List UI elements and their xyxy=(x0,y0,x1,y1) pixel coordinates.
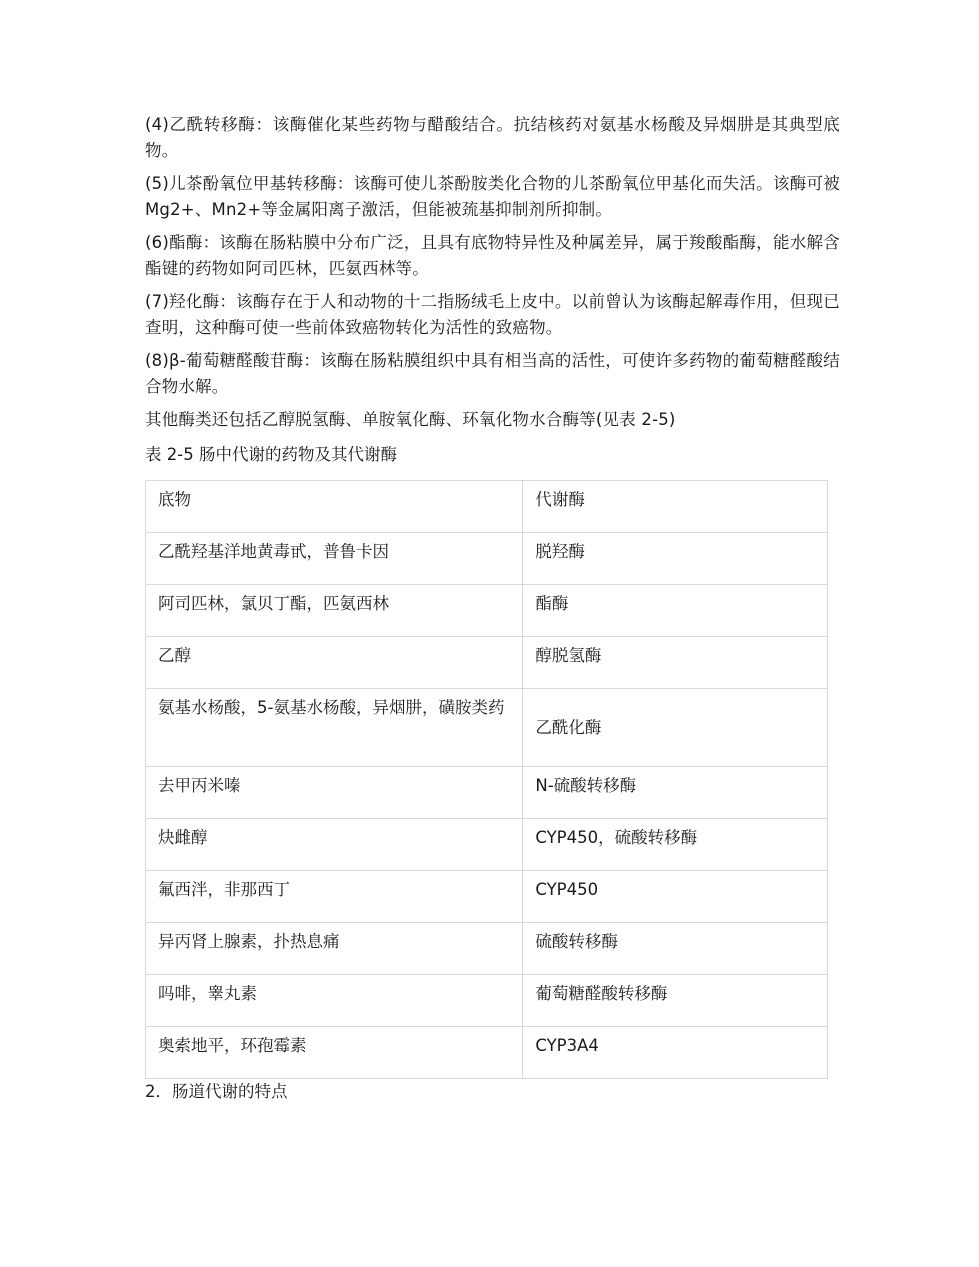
enzyme-cell: CYP450，硫酸转移酶 xyxy=(523,819,828,871)
substrate-cell: 炔雌醇 xyxy=(146,819,523,871)
drug-enzyme-table xyxy=(145,480,828,1079)
substrate-cell: 奥索地平，环孢霉素 xyxy=(146,1027,523,1079)
header-substrate: 底物 xyxy=(146,481,523,533)
header-enzyme: 代谢酶 xyxy=(523,481,828,533)
enzyme-cell: 硫酸转移酶 xyxy=(523,923,828,975)
enzyme-cell: 醇脱氢酶 xyxy=(523,637,828,689)
table-row xyxy=(146,871,828,923)
table-row xyxy=(146,1027,828,1079)
substrate-cell: 阿司匹林，氯贝丁酯，匹氨西林 xyxy=(146,585,523,637)
table-row xyxy=(146,689,828,767)
substrate-cell: 去甲丙米嗪 xyxy=(146,767,523,819)
paragraph-hydroxylase: (7)羟化酶：该酶存在于人和动物的十二指肠绒毛上皮中。以前曾认为该酶起解毒作用，但现已查明，这种酶可使一些前体致癌物转化为活性的致癌物。 xyxy=(145,292,840,337)
page-content xyxy=(145,112,840,1105)
substrate-cell: 氨基水杨酸，5-氨基水杨酸，异烟肼，磺胺类药 xyxy=(146,689,523,767)
paragraph-glucuronidase: (8)β-葡萄糖醛酸苷酶：该酶在肠粘膜组织中具有相当高的活性，可使许多药物的葡萄糖醛酸结合物水解。 xyxy=(145,351,840,396)
paragraph-comt: (5)儿茶酚氧位甲基转移酶：该酶可使儿茶酚胺类化合物的儿茶酚氧位甲基化而失活。该酶可被 Mg2+、Mn2+等金属阳离子激活，但能被巯基抑制剂所抑制。 xyxy=(145,174,840,219)
substrate-cell: 乙醇 xyxy=(146,637,523,689)
table-row xyxy=(146,975,828,1027)
section-heading: 2．肠道代谢的特点 xyxy=(145,1082,288,1101)
paragraph-esterase: (6)酯酶：该酶在肠粘膜中分布广泛，且具有底物特异性及种属差异，属于羧酸酯酶，能水解含酯键的药物如阿司匹林，匹氨西林等。 xyxy=(145,233,840,278)
enzyme-cell: CYP450 xyxy=(523,871,828,923)
enzyme-cell: 葡萄糖醛酸转移酶 xyxy=(523,975,828,1027)
substrate-cell: 乙酰羟基洋地黄毒甙，普鲁卡因 xyxy=(146,533,523,585)
enzyme-cell: CYP3A4 xyxy=(523,1027,828,1079)
paragraph-acetyltransferase: (4)乙酰转移酶：该酶催化某些药物与醋酸结合。抗结核药对氨基水杨酸及异烟肼是其典型底物。 xyxy=(145,115,840,160)
enzyme-cell: N-硫酸转移酶 xyxy=(523,767,828,819)
table-row xyxy=(146,819,828,871)
table-header-row xyxy=(146,481,828,533)
table-row xyxy=(146,637,828,689)
table-caption: 表 2-5 肠中代谢的药物及其代谢酶 xyxy=(145,445,397,464)
paragraph-other-enzymes: 其他酶类还包括乙醇脱氢酶、单胺氧化酶、环氧化物水合酶等(见表 2-5) xyxy=(145,410,676,429)
table-row xyxy=(146,585,828,637)
substrate-cell: 吗啡，睾丸素 xyxy=(146,975,523,1027)
enzyme-cell: 乙酰化酶 xyxy=(523,689,828,767)
substrate-cell: 异丙肾上腺素，扑热息痛 xyxy=(146,923,523,975)
enzyme-cell: 酯酶 xyxy=(523,585,828,637)
table-row xyxy=(146,533,828,585)
table-row xyxy=(146,923,828,975)
substrate-cell: 氟西泮，非那西丁 xyxy=(146,871,523,923)
enzyme-cell: 脱羟酶 xyxy=(523,533,828,585)
table-row xyxy=(146,767,828,819)
